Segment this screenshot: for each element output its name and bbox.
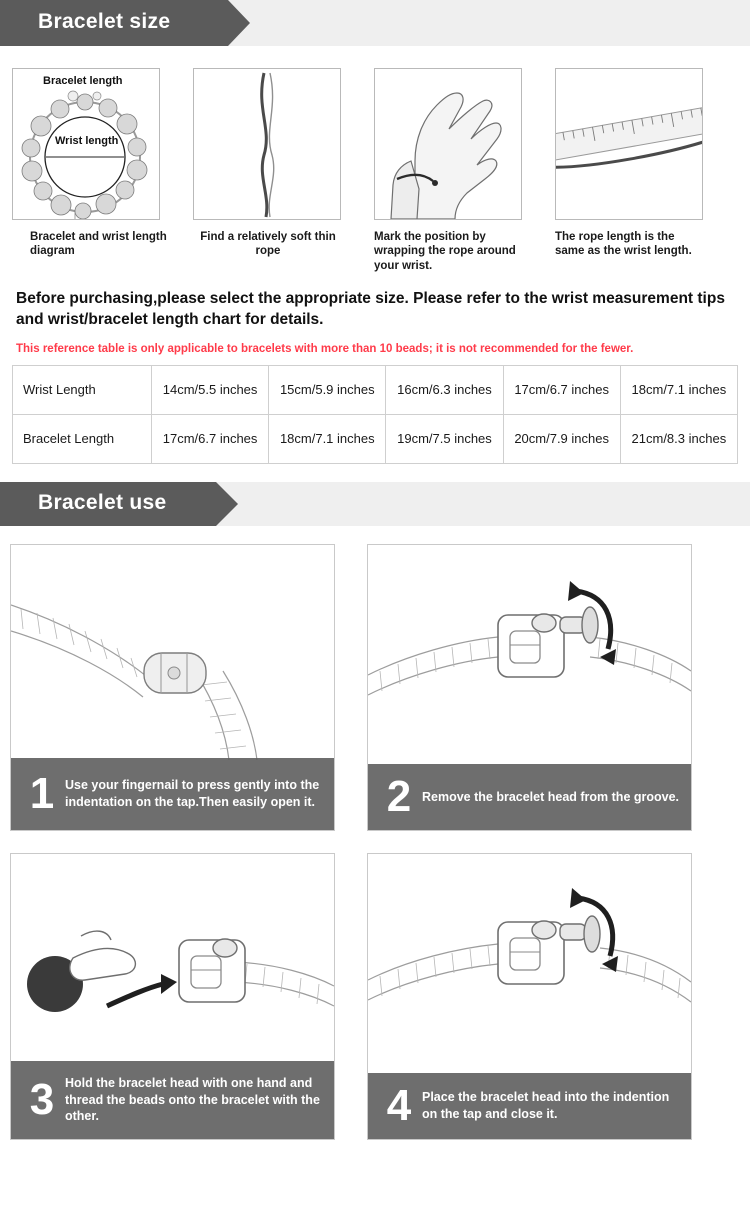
measure-step-2 [193, 68, 368, 273]
measure-step-3 [374, 68, 549, 273]
thread-beads-illustration [11, 854, 334, 1062]
measure-steps-row [0, 46, 750, 273]
wrist-length-value-4: 17cm/6.7 inches [503, 365, 620, 414]
wrist-wrap-image [374, 68, 522, 220]
row-header-wrist-length: Wrist Length [13, 365, 152, 414]
use-step-3-number: 3 [29, 1074, 55, 1124]
use-step-2-caption-bar [368, 764, 691, 830]
measure-step-3-caption: Mark the position by wrapping the rope around your wrist. [374, 231, 516, 272]
section-banner-size-wrap [0, 0, 750, 46]
measure-step-4-caption: The rope length is the same as the wrist length. [555, 231, 692, 258]
section-banner-use: Bracelet use [0, 482, 216, 526]
use-step-3-caption-bar [11, 1061, 334, 1139]
use-step-2-number: 2 [386, 771, 412, 821]
spacer [0, 464, 750, 482]
use-step-3-text: Hold the bracelet head with one hand and thread the beads onto the bracelet with the other. [65, 1075, 320, 1124]
bracelet-length-value-5: 21cm/8.3 inches [620, 414, 737, 463]
wrist-length-value-5: 18cm/7.1 inches [620, 365, 737, 414]
rope-svg [194, 69, 340, 219]
measure-step-1 [12, 68, 187, 273]
bracelet-length-label: Bracelet length [43, 75, 123, 87]
ruler-svg [556, 69, 702, 219]
bracelet-clasp-open-illustration [11, 545, 334, 760]
size-chart-table [12, 365, 738, 464]
use-step-1-caption-bar [11, 758, 334, 830]
use-step-1-text: Use your fingernail to press gently into the indentation on the tap.Then easily open it. [65, 778, 320, 809]
wrist-length-label: Wrist length [55, 135, 119, 147]
bracelet-diagram-image [12, 68, 160, 220]
bracelet-use-grid [0, 526, 750, 1140]
use-step-card-1 [10, 544, 335, 831]
bracelet-length-value-1: 17cm/6.7 inches [152, 414, 269, 463]
wrist-length-value-2: 15cm/5.9 inches [269, 365, 386, 414]
wrist-length-value-3: 16cm/6.3 inches [386, 365, 503, 414]
rope-image [193, 68, 341, 220]
hand-wrist-svg [375, 69, 521, 219]
section-banner-size: Bracelet size [0, 0, 228, 46]
table-row [13, 414, 738, 463]
use-step-4-text: Place the bracelet head into the indention on the tap and close it. [422, 1090, 670, 1121]
section-banner-use-wrap [0, 482, 750, 526]
row-header-bracelet-length: Bracelet Length [13, 414, 152, 463]
table-row [13, 365, 738, 414]
purchase-notice: Before purchasing,please select the appropriate size. Please refer to the wrist measurement tips and wrist/bracelet length chart for details. [16, 290, 725, 329]
measure-step-2-caption: Find a relatively soft thin rope [200, 231, 336, 258]
use-step-2-text: Remove the bracelet head from the groove. [422, 789, 680, 804]
use-step-card-3 [10, 853, 335, 1140]
use-step-card-4 [367, 853, 692, 1140]
use-step-4-caption-bar [368, 1073, 691, 1139]
remove-bracelet-head-illustration [368, 545, 691, 765]
bracelet-length-value-3: 19cm/7.5 inches [386, 414, 503, 463]
use-step-4-number: 4 [386, 1080, 412, 1130]
bracelet-length-value-2: 18cm/7.1 inches [269, 414, 386, 463]
reference-table-note: This reference table is only applicable to bracelets with more than 10 beads; it is not recommended for the fewer. [16, 342, 634, 355]
measure-step-4 [555, 68, 730, 273]
close-clasp-illustration [368, 854, 691, 1074]
use-step-card-2 [367, 544, 692, 831]
wrist-length-value-1: 14cm/5.5 inches [152, 365, 269, 414]
bracelet-size-section [0, 46, 750, 464]
bracelet-length-value-4: 20cm/7.9 inches [503, 414, 620, 463]
ruler-image [555, 68, 703, 220]
measure-step-1-caption: Bracelet and wrist length diagram [30, 231, 167, 258]
use-step-1-number: 1 [29, 768, 55, 818]
